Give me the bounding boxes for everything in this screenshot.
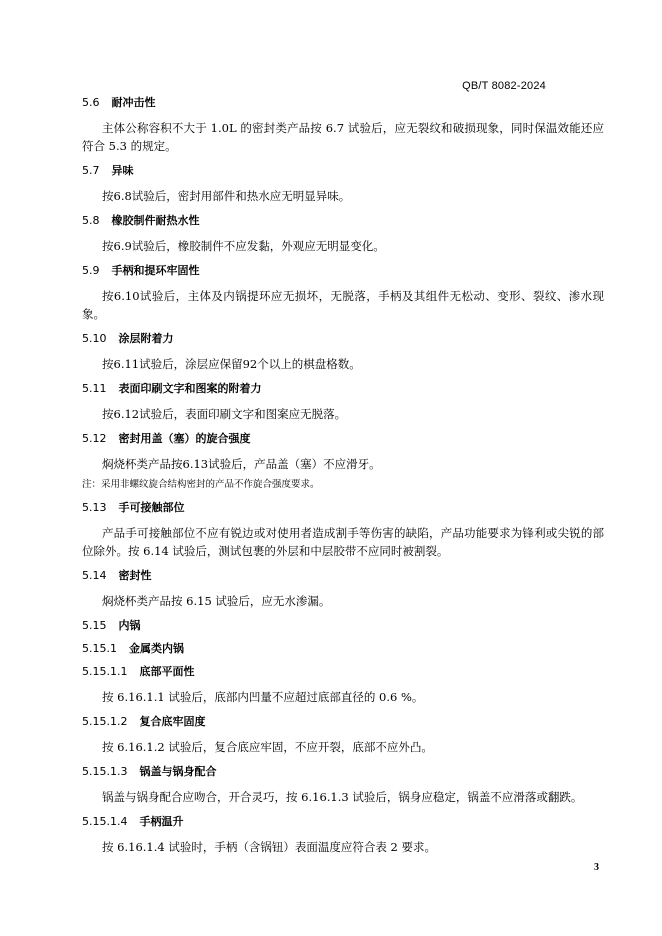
paragraph: 按 6.16.1.2 试验后，复合底应牢固，不应开裂，底部不应外凸。 — [102, 740, 433, 754]
paragraph: 按6.10试验后，主体及内锅提环应无损坏，无脱落，手柄及其组件无松动、变形、裂纹、渗水现象。 — [82, 289, 604, 321]
section-number: 5.10 — [82, 332, 107, 345]
section-number: 5.14 — [82, 569, 107, 582]
paragraph: 主体公称容积不大于 1.0L 的密封类产品按 6.7 试验后，应无裂纹和破损现象，同时保温效能还应符合 5.3 的规定。 — [82, 121, 604, 153]
section-heading — [82, 665, 604, 679]
section-title: 金属类内锅 — [129, 642, 184, 655]
section-title: 密封用盖（塞）的旋合强度 — [118, 432, 251, 445]
section-title: 手柄温升 — [139, 815, 184, 828]
section-title: 耐冲击性 — [111, 96, 156, 109]
section-number: 5.11 — [82, 382, 107, 395]
document-body — [82, 96, 604, 865]
section-heading — [82, 214, 604, 228]
section-title: 底部平面性 — [139, 665, 195, 678]
section-title: 手可接触部位 — [118, 501, 185, 514]
section-title: 锅盖与锅身配合 — [139, 765, 217, 778]
paragraph: 按 6.16.1.1 试验后，底部内凹量不应超过底部直径的 0.6 %。 — [102, 690, 424, 704]
page-number: 3 — [594, 862, 599, 873]
section-heading — [82, 96, 604, 110]
paragraph: 按 6.16.1.4 试验时，手柄（含锅钮）表面温度应符合表 2 要求。 — [102, 840, 436, 854]
section-number: 5.12 — [82, 432, 107, 445]
paragraph: 按6.8试验后，密封用部件和热水应无明显异味。 — [102, 189, 351, 203]
section-number: 5.15.1.4 — [82, 815, 128, 828]
section-heading — [82, 382, 604, 396]
section-title: 异味 — [111, 164, 134, 177]
paragraph: 锅盖与锅身配合应吻合，开合灵巧，按 6.16.1.3 试验后，锅身应稳定，锅盖不应滑落或翻跌。 — [102, 790, 583, 804]
section-number: 5.13 — [82, 501, 107, 514]
paragraph: 焖烧杯类产品按6.13试验后，产品盖（塞）不应滑牙。 — [102, 457, 381, 471]
paragraph: 按6.12试验后，表面印刷文字和图案应无脱落。 — [102, 407, 347, 421]
section-number: 5.6 — [82, 96, 100, 109]
note-text: 注：采用非螺纹旋合结构密封的产品不作旋合强度要求。 — [82, 479, 320, 490]
section-title: 表面印刷文字和图案的附着力 — [118, 382, 262, 395]
section-title: 手柄和提环牢固性 — [111, 264, 200, 277]
section-number: 5.9 — [82, 264, 100, 277]
section-heading — [82, 569, 604, 583]
section-heading — [82, 642, 604, 656]
section-title: 密封性 — [118, 569, 152, 582]
section-number: 5.15.1.1 — [82, 665, 128, 678]
section-number: 5.15.1.2 — [82, 715, 128, 728]
section-heading — [82, 715, 604, 729]
section-title: 橡胶制件耐热水性 — [111, 214, 200, 227]
section-title: 内锅 — [118, 619, 141, 632]
section-number: 5.7 — [82, 164, 100, 177]
paragraph: 焖烧杯类产品按 6.15 试验后，应无水渗漏。 — [102, 594, 331, 608]
section-number: 5.15.1 — [82, 642, 117, 655]
section-heading — [82, 501, 604, 515]
section-number: 5.15.1.3 — [82, 765, 128, 778]
section-number: 5.15 — [82, 619, 107, 632]
section-heading — [82, 619, 604, 633]
paragraph: 按6.9试验后，橡胶制件不应发黏，外观应无明显变化。 — [102, 239, 385, 253]
section-number: 5.8 — [82, 214, 100, 227]
section-heading — [82, 432, 604, 446]
paragraph: 产品手可接触部位不应有锐边或对使用者造成割手等伤害的缺陷，产品功能要求为锋利或尖锐的部位除外。按 6.14 试验后，测试包裹的外层和中层胶带不应同时被割裂。 — [82, 526, 604, 558]
section-heading — [82, 765, 604, 779]
section-heading — [82, 164, 604, 178]
section-heading — [82, 264, 604, 278]
standard-code: QB/T 8082-2024 — [462, 80, 546, 92]
section-title: 复合底牢固度 — [139, 715, 206, 728]
section-heading — [82, 815, 604, 829]
section-title: 涂层附着力 — [118, 332, 174, 345]
section-heading — [82, 332, 604, 346]
paragraph: 按6.11试验后，涂层应保留92个以上的棋盘格数。 — [102, 357, 361, 371]
